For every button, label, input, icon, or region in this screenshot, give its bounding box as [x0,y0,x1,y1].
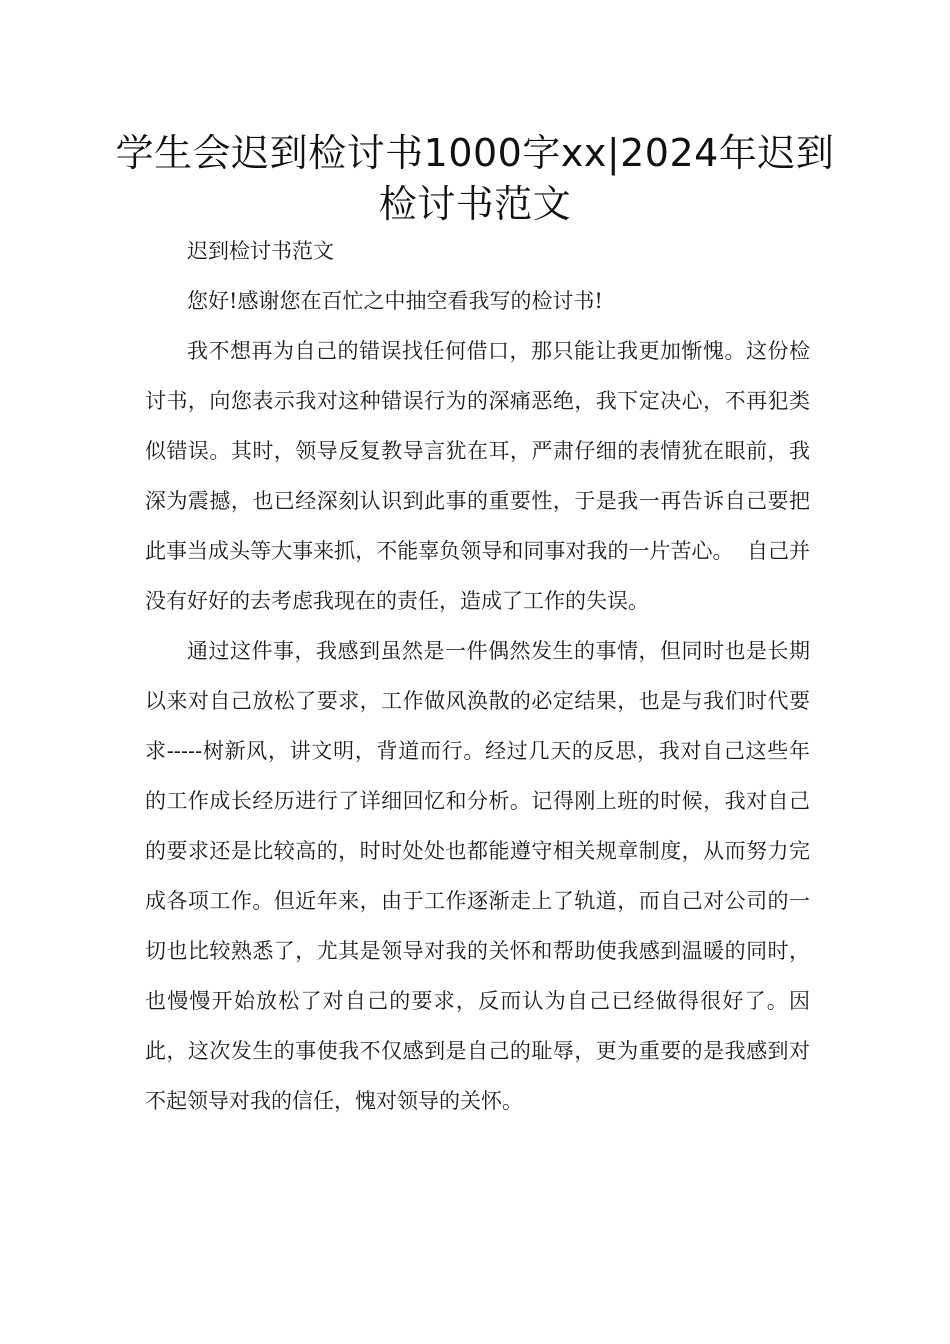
paragraph-greeting: 您好!感谢您在百忙之中抽空看我写的检讨书! [187,289,603,313]
document-body [145,226,810,1126]
document-title: 学生会迟到检讨书1000字xx|2024年迟到检讨书范文 [115,131,835,226]
paragraph-subtitle: 迟到检讨书范文 [187,239,334,263]
paragraph-apology: 我不想再为自己的错误找任何借口，那只能让我更加惭愧。这份检讨书，向您表示我对这种错误行为的深痛恶绝，我下定决心，不再犯类似错误。其时，领导反复教导言犹在耳，严肃仔细的表情犹在眼前，我深为震撼，也已经深刻认识到此事的重要性，于是我一再告诉自己要把此事当成头等大事来抓，不能辜负领导和同事对我的一片苦心。 自己并没有好好的去考虑我现在的责任，造成了工作的失误。 [145,339,810,613]
paragraph-reflection: 通过这件事，我感到虽然是一件偶然发生的事情，但同时也是长期以来对自己放松了要求，工作做风涣散的必定结果，也是与我们时代要求-----树新风，讲文明，背道而行。经过几天的反思，我对自己这些年的工作成长经历进行了详细回忆和分析。记得刚上班的时候，我对自己的要求还是比较高的，时时处处也都能遵守相关规章制度，从而努力完成各项工作。但近年来，由于工作逐渐走上了轨道，而自己对公司的一切也比较熟悉了，尤其是领导对我的关怀和帮助使我感到温暖的同时，也慢慢开始放松了对自己的要求，反而认为自己已经做得很好了。因此，这次发生的事使我不仅感到是自己的耻辱，更为重要的是我感到对不起领导对我的信任，愧对领导的关怀。 [145,639,810,1113]
